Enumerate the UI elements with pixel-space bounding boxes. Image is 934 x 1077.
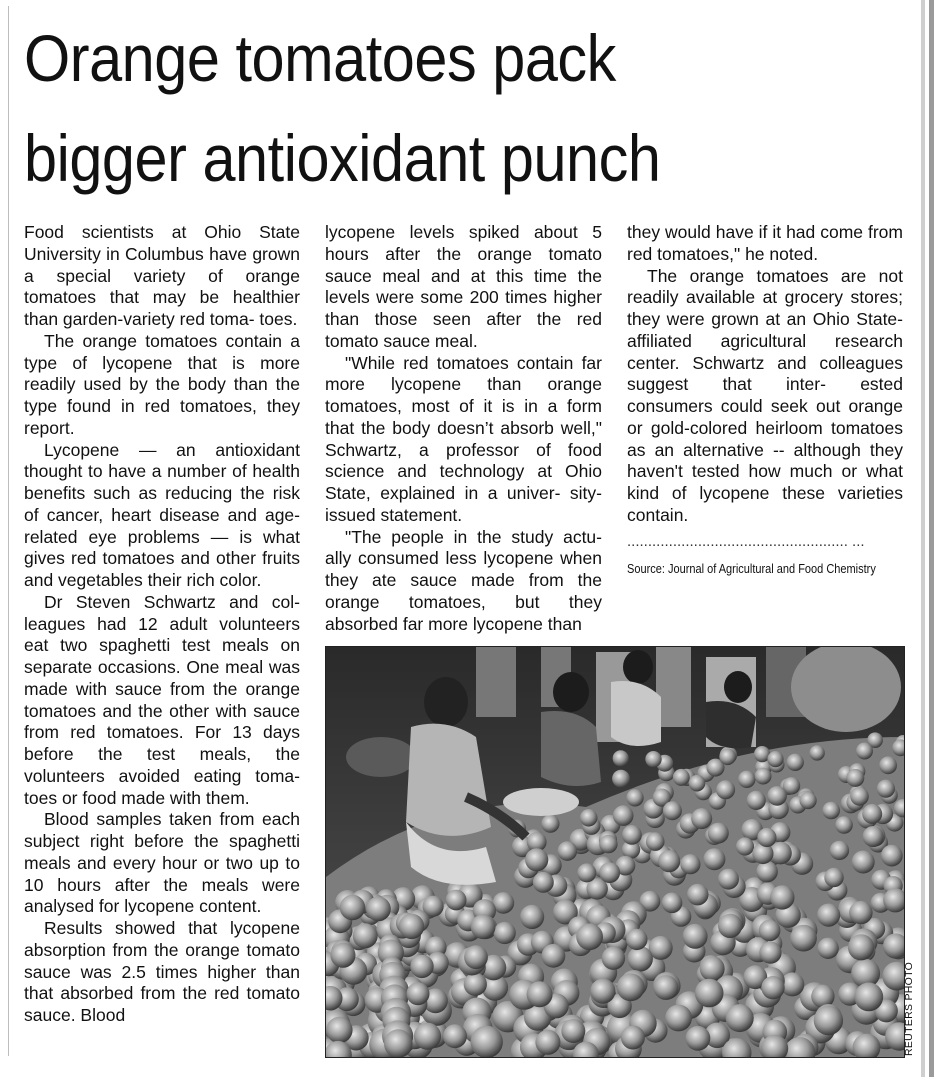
photo-illustration <box>326 647 904 1057</box>
page-left-rule <box>8 6 9 1056</box>
page-right-shadow <box>929 0 934 1077</box>
tomato-market-photo <box>325 646 905 1058</box>
paragraph: Blood samples taken from each subject right before the spaghetti meals and every hour or two up to 10 hours after the meals were analysed for lycopene content. <box>24 809 300 917</box>
paragraph: Dr Steven Schwartz and col- leagues had 12 adult volunteers eat two spaghetti test meals on separate occasions. One meal was made with sauce from the orange tomatoes and the other with sauce from red tomatoes. For 13 days before the test meals, the volunteers avoided eating toma- toes or food made with them. <box>24 591 300 808</box>
article-column-1 <box>24 222 300 1027</box>
paragraph: they would have if it had come from red tomatoes," he noted. <box>627 222 903 264</box>
paragraph: Lycopene — an antioxidant thought to have a number of health benefits such as reducing the risk of cancer, heart disease and age-related eye problems — is what gives red tomatoes and other fruits and vegetables their rich color. <box>24 439 300 590</box>
paragraph: Results showed that lycopene absorption from the orange tomato sauce was 2.5 times higher than that absorbed from the red tomato sauce. Blood <box>24 918 300 1025</box>
page-right-edge <box>921 0 925 1077</box>
article-column-3 <box>627 222 903 577</box>
article-column-2 <box>325 222 602 635</box>
paragraph: "While red tomatoes contain far more lycopene than orange tomatoes, most of it is in a form that the body doesn’t absorb well," Schwartz, a professor of food science and technology at Ohio State, explained in a univer- sity-issued statement. <box>325 352 602 525</box>
headline: Orange tomatoes pack bigger antioxidant punch <box>24 21 661 195</box>
paragraph: lycopene levels spiked about 5 hours after the orange tomato sauce meal and at this time the levels were some 200 times higher than those seen after the red tomato sauce meal. <box>325 222 602 351</box>
source-citation: Source: Journal of Agricultural and Food Chemistry <box>627 561 876 576</box>
dotted-separator: ..................................................... ... <box>627 532 865 550</box>
paragraph: The orange tomatoes are not readily available at grocery stores; they were grown at an Ohio State-affiliated agricultural research center. Schwartz and colleagues suggest that inter- ested consumers could seek out orange or gold-colored heirloom tomatoes as an alternative -- although they haven't tested how much or what kind of lycopene these varieties contain. <box>627 265 903 525</box>
paragraph: Food scientists at Ohio State University in Columbus have grown a special variety of orange tomatoes that may be healthier than garden-variety red toma- toes. <box>24 222 300 329</box>
paragraph: The orange tomatoes contain a type of lycopene that is more readily used by the body than the type found in red tomatoes, they report. <box>24 330 300 438</box>
paragraph: "The people in the study actu- ally consumed less lycopene when they ate sauce made from the orange tomatoes, but they absorbed far more lycopene than <box>325 526 602 634</box>
photo-credit: REUTERS PHOTO <box>903 961 915 1056</box>
